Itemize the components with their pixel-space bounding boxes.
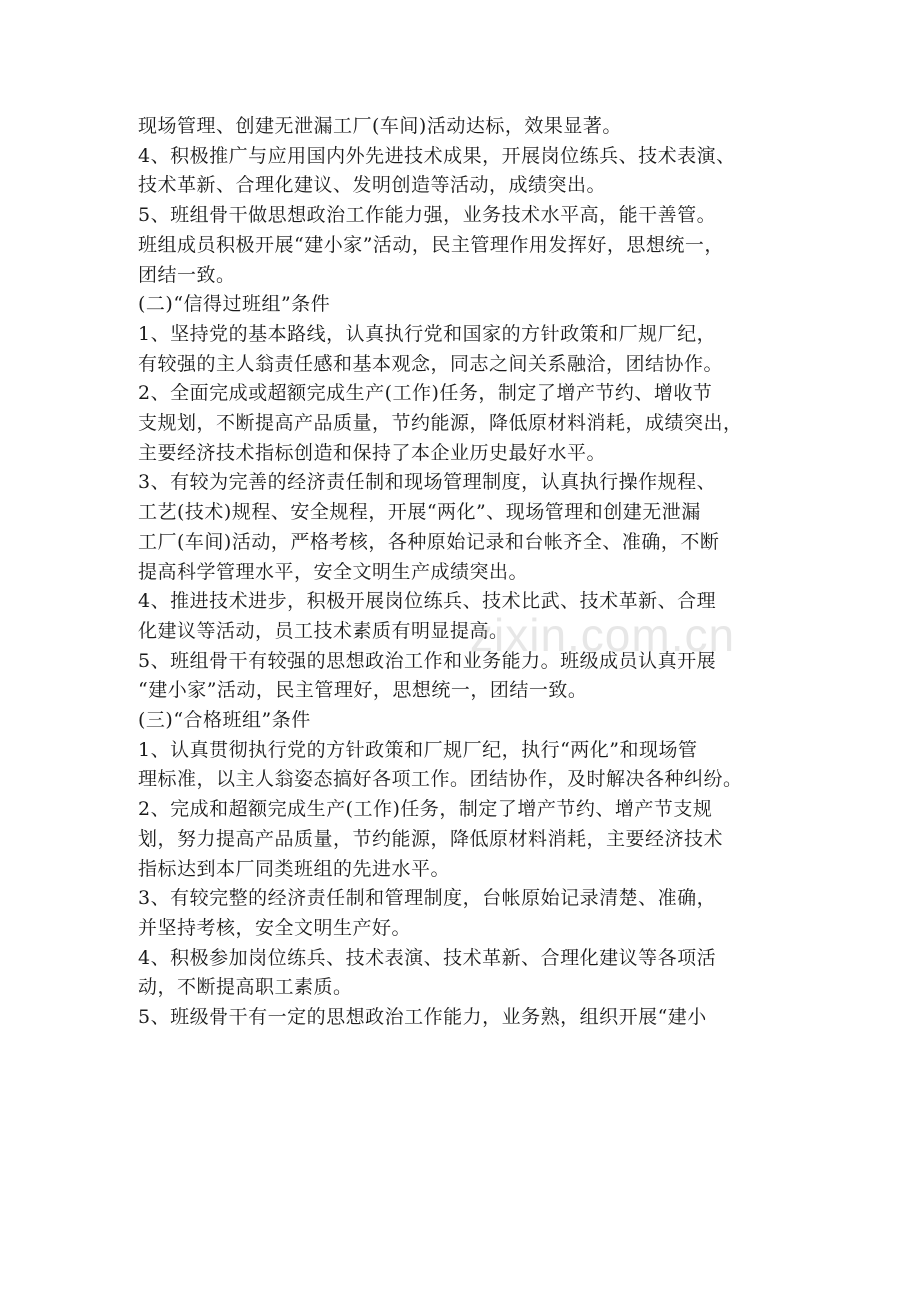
- text-line: 4、推进技术进步，积极开展岗位练兵、技术比武、技术革新、合理: [138, 590, 717, 613]
- text-line: 2、完成和超额完成生产(工作)任务，制定了增产节约、增产节支规: [138, 798, 713, 821]
- text-line: 指标达到本厂同类班组的先进水平。: [138, 857, 451, 880]
- text-line: 技术革新、合理化建议、发明创造等活动，成绩突出。: [138, 174, 607, 197]
- text-line: 化建议等活动，员工技术素质有明显提高。: [138, 619, 509, 642]
- text-line: 1、坚持党的基本路线，认真执行党和国家的方针政策和厂规厂纪，: [138, 322, 717, 345]
- text-line: 理标准，以主人翁姿态搞好各项工作。团结协作，及时解决各种纠纷。: [138, 768, 743, 791]
- text-line: 主要经济技术指标创造和保持了本企业历史最好水平。: [138, 441, 607, 464]
- text-line: 5、班级骨干有一定的思想政治工作能力，业务熟，组织开展“建小: [138, 1006, 707, 1029]
- text-line: 工厂(车间)活动，严格考核，各种原始记录和台帐齐全、准确，不断: [138, 530, 720, 553]
- text-line: 划，努力提高产品质量，节约能源，降低原材料消耗，主要经济技术: [138, 827, 724, 850]
- section-heading-2: (二)“信得过班组”条件: [138, 293, 331, 316]
- text-line: 动，不断提高职工素质。: [138, 976, 353, 999]
- text-line: 2、全面完成或超额完成生产(工作)任务，制定了增产节约、增收节: [138, 382, 713, 405]
- text-line: 5、班组骨干有较强的思想政治工作和业务能力。班级成员认真开展: [138, 649, 717, 672]
- text-line: 3、有较完整的经济责任制和管理制度，台帐原始记录清楚、准确，: [138, 887, 717, 910]
- text-line: 支规划，不断提高产品质量，节约能源，降低原材料消耗，成绩突出，: [138, 412, 743, 435]
- text-line: 1、认真贯彻执行党的方针政策和厂规厂纪，执行“两化”和现场管: [138, 738, 698, 761]
- text-line: 5、班组骨干做思想政治工作能力强，业务技术水平高，能干善管。: [138, 204, 717, 227]
- watermark: zixin.com.cn: [470, 609, 736, 661]
- text-line: 3、有较为完善的经济责任制和现场管理制度，认真执行操作规程、: [138, 471, 717, 494]
- text-line: 4、积极推广与应用国内外先进技术成果，开展岗位练兵、技术表演、: [138, 144, 736, 167]
- text-line: 4、积极参加岗位练兵、技术表演、技术革新、合理化建议等各项活: [138, 946, 717, 969]
- text-line: 并坚持考核，安全文明生产好。: [138, 916, 412, 939]
- text-line: 工艺(技术)规程、安全规程，开展“两化”、现场管理和创建无泄漏: [138, 501, 701, 524]
- text-line: 有较强的主人翁责任感和基本观念，同志之间关系融洽，团结协作。: [138, 352, 724, 375]
- section-heading-3: (三)“合格班组”条件: [138, 709, 311, 732]
- text-line: 提高科学管理水平，安全文明生产成绩突出。: [138, 560, 529, 583]
- text-line: 班组成员积极开展“建小家”活动，民主管理作用发挥好，思想统一，: [138, 233, 724, 256]
- text-line: 现场管理、创建无泄漏工厂(车间)活动达标，效果显著。: [138, 115, 622, 137]
- text-line: 团结一致。: [138, 263, 236, 286]
- text-line: “建小家”活动，民主管理好，思想统一，团结一致。: [138, 679, 588, 702]
